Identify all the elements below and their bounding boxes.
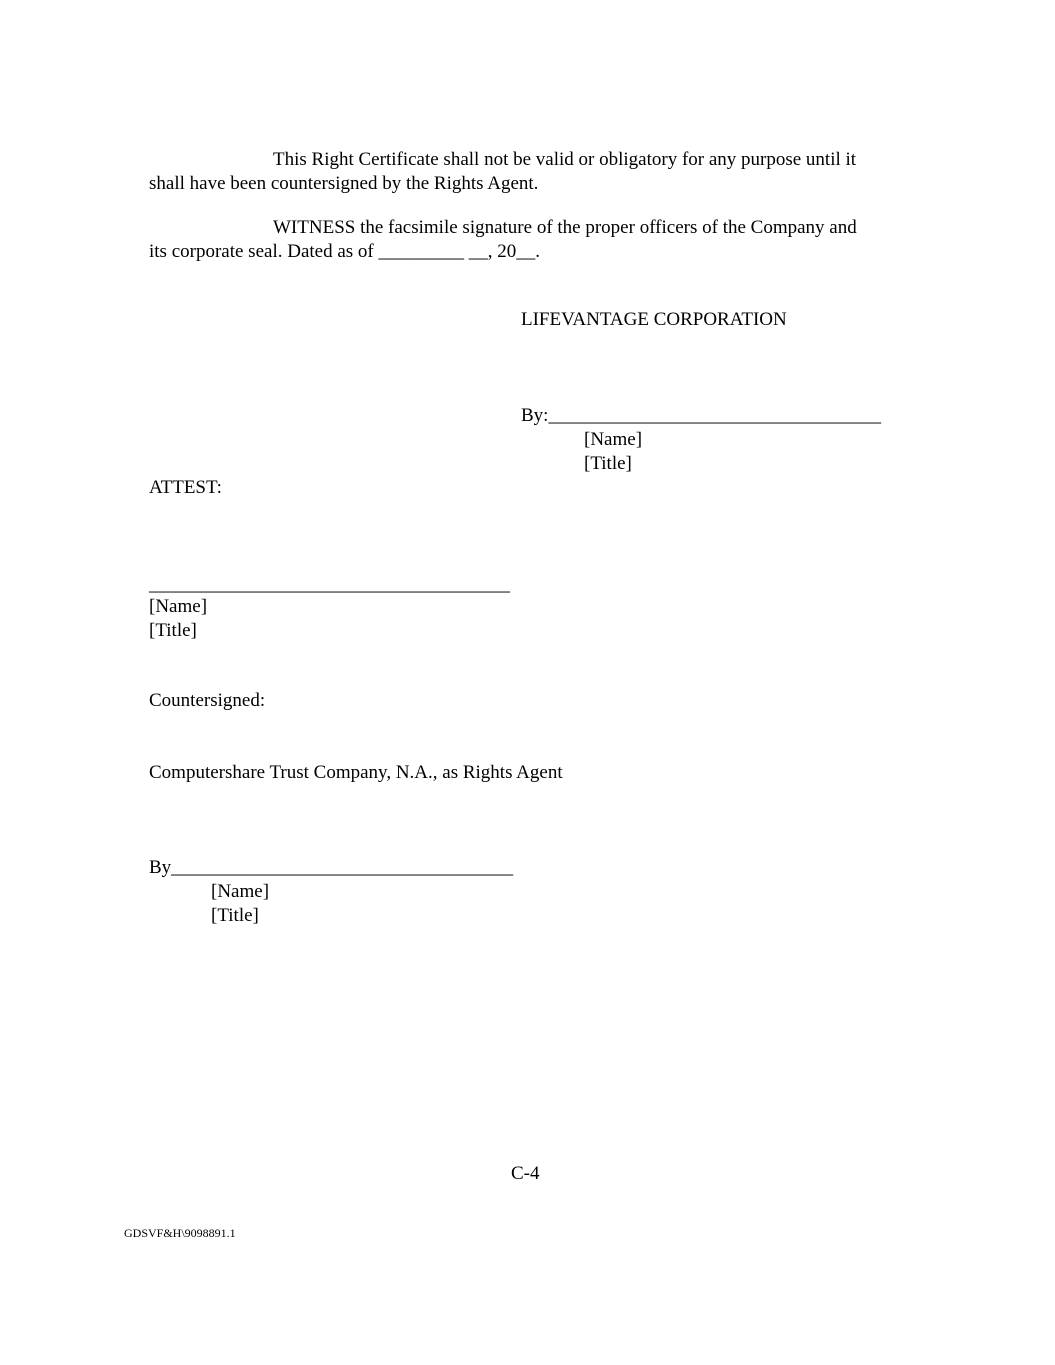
attest-signer-name: [Name]	[149, 596, 208, 617]
attest-signer-title: [Title]	[149, 620, 197, 641]
attest-signature-line: ______________________________________	[149, 574, 510, 595]
rights-agent-name: Computershare Trust Company, N.A., as Rights Agent	[149, 762, 563, 783]
company-signer-title: [Title]	[584, 453, 632, 474]
company-name: LIFEVANTAGE CORPORATION	[521, 309, 787, 330]
agent-signer-name: [Name]	[211, 881, 270, 902]
document-code: GDSVF&H\9098891.1	[124, 1226, 236, 1240]
countersigned-label: Countersigned:	[149, 690, 266, 711]
agent-signature-line: By____________________________________	[149, 857, 514, 878]
agent-signer-title: [Title]	[211, 905, 259, 926]
company-signer-name: [Name]	[584, 429, 643, 450]
witness-line-2: its corporate seal. Dated as of _________ __, 20__.	[149, 241, 540, 262]
company-signature-line: By:___________________________________	[521, 405, 881, 426]
attest-label: ATTEST:	[149, 477, 222, 498]
validity-line-1: This Right Certificate shall not be valid or obligatory for any purpose until it	[273, 149, 857, 170]
witness-line-1: WITNESS the facsimile signature of the proper officers of the Company and	[273, 217, 857, 238]
validity-line-2: shall have been countersigned by the Rights Agent.	[149, 173, 539, 194]
validity-paragraph	[149, 148, 909, 196]
page-number: C-4	[511, 1163, 540, 1184]
witness-paragraph	[149, 216, 909, 264]
